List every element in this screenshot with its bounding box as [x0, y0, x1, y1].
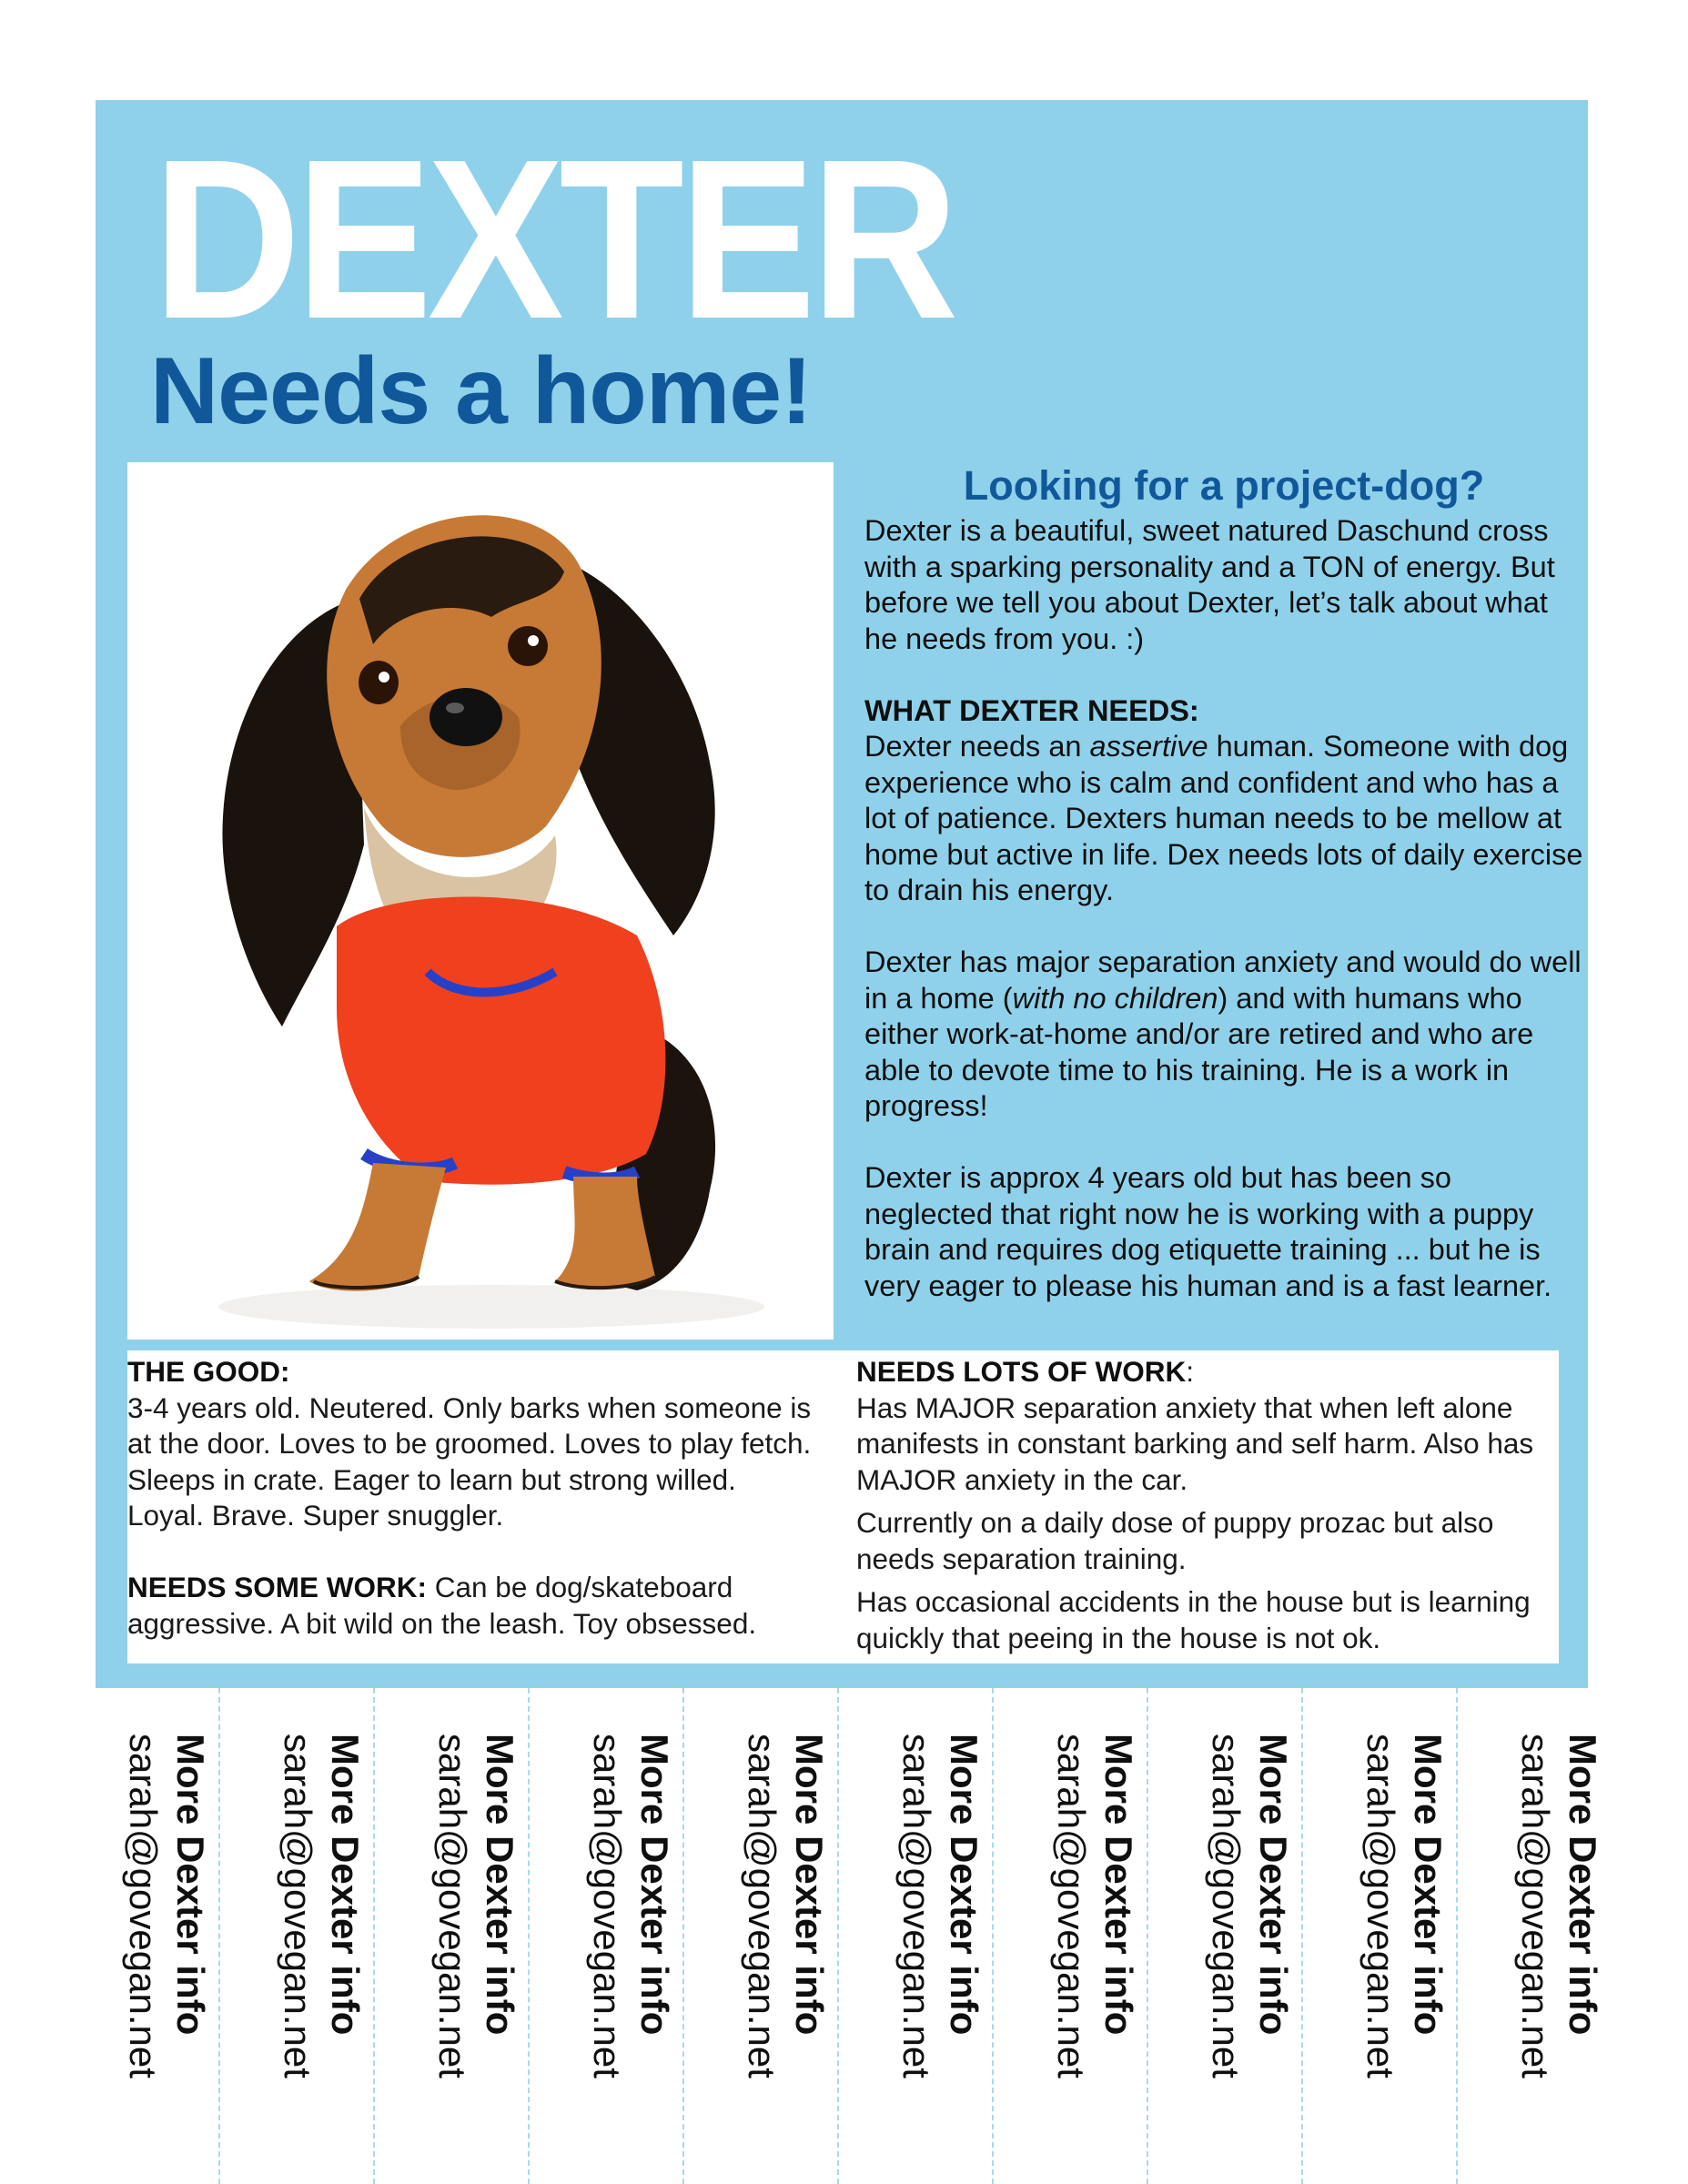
dachshund-illustration	[127, 462, 834, 1340]
anxiety-text-a: Dexter has major separation anxiety and would do well in a home (	[864, 945, 1582, 1015]
story-heading: Looking for a project-dog?	[963, 462, 1485, 509]
tab-email: sarah@govegan.net	[1050, 1734, 1093, 2078]
tear-off-tab[interactable]	[1456, 1688, 1611, 2184]
tear-off-tab[interactable]	[1147, 1688, 1301, 2184]
tab-email: sarah@govegan.net	[431, 1734, 474, 2078]
tab-title: More Dexter info	[169, 1734, 212, 2036]
tab-title: More Dexter info	[1097, 1734, 1140, 2036]
needs-paragraph	[864, 693, 1583, 909]
traits-right-column	[856, 1354, 1548, 1656]
tab-title: More Dexter info	[324, 1734, 367, 2036]
lots-work-item: Currently on a daily dose of puppy prozac but also needs separation training.	[856, 1506, 1494, 1575]
lots-work-heading	[856, 1354, 1548, 1390]
some-work-label: NEEDS SOME WORK:	[127, 1571, 428, 1603]
tab-title: More Dexter info	[943, 1734, 986, 2036]
tab-email: sarah@govegan.net	[1205, 1734, 1248, 2078]
lots-work-label: NEEDS LOTS OF WORK	[856, 1355, 1187, 1388]
lots-work-item: Has occasional accidents in the house but is learning quickly that peeing in the house is not ok.	[856, 1585, 1531, 1654]
tab-title: More Dexter info	[479, 1734, 521, 2036]
anxiety-text-b: ) and with humans who either work-at-home and/or are retired and who are able to devote time to his training. He is a work in progress!	[864, 981, 1534, 1122]
dog-name-title: DEXTER	[153, 112, 955, 366]
some-work-text: Can be dog/skateboard aggressive. A bit wild on the leash. Toy obsessed.	[127, 1571, 757, 1640]
age-paragraph: Dexter is approx 4 years old but has been so neglected that right now he is working with a puppy brain and requires dog etiquette training ... but he is very eager to please his human and is a fast learner.	[864, 1161, 1552, 1302]
tear-off-tab[interactable]	[992, 1688, 1147, 2184]
tab-email: sarah@govegan.net	[1514, 1734, 1557, 2078]
dog-photo	[127, 462, 834, 1340]
tab-title: More Dexter info	[1562, 1734, 1604, 2036]
tear-off-tab[interactable]	[373, 1688, 528, 2184]
tab-title: More Dexter info	[1407, 1734, 1450, 2036]
traits-left-column	[127, 1354, 819, 1642]
needs-emphasis: assertive	[1089, 730, 1208, 763]
needs-label: WHAT DEXTER NEEDS:	[864, 693, 1199, 727]
anxiety-emphasis: with no children	[1012, 981, 1218, 1015]
tab-email: sarah@govegan.net	[586, 1734, 629, 2078]
tear-off-tab[interactable]	[218, 1688, 373, 2184]
good-text: 3-4 years old. Neutered. Only barks when someone is at the door. Loves to be groomed. Loves to play fetch. Sleeps in crate. Eager to learn but strong willed. Loyal. Brave. Super snuggler.	[127, 1390, 812, 1532]
tab-email: sarah@govegan.net	[277, 1734, 319, 2078]
tab-title: More Dexter info	[788, 1734, 831, 2036]
lots-work-colon: :	[1186, 1355, 1195, 1388]
needs-text-a: Dexter needs an	[864, 730, 1090, 763]
anxiety-paragraph	[864, 945, 1583, 1125]
lots-work-item: Has MAJOR separation anxiety that when left alone manifests in constant barking and self harm. Also has MAJOR anxiety in the car.	[856, 1390, 1534, 1496]
tagline: Needs a home!	[150, 339, 812, 444]
tab-title: More Dexter info	[1252, 1734, 1295, 2036]
good-label: THE GOOD:	[127, 1355, 290, 1388]
tab-email: sarah@govegan.net	[122, 1734, 165, 2078]
tab-email: sarah@govegan.net	[741, 1734, 783, 2078]
tab-email: sarah@govegan.net	[895, 1734, 938, 2078]
intro-paragraph: Dexter is a beautiful, sweet natured Daschund cross with a sparking personality and a TON of energy. But before we tell you about Dexter, let’s talk about what he needs from you. :)	[864, 514, 1555, 655]
tear-off-tab[interactable]	[64, 1688, 218, 2184]
tear-off-tab[interactable]	[837, 1688, 992, 2184]
traits-box	[127, 1350, 1559, 1663]
tear-off-tab[interactable]	[682, 1688, 837, 2184]
some-work-paragraph	[127, 1570, 819, 1642]
tear-off-tabs	[64, 1688, 1624, 2184]
story-column	[864, 460, 1583, 1340]
tab-title: More Dexter info	[633, 1734, 676, 2036]
tear-off-tab[interactable]	[1301, 1688, 1456, 2184]
tab-email: sarah@govegan.net	[1359, 1734, 1402, 2078]
needs-text-b: human. Someone with dog experience who is calm and confident and who has a lot of patience. Dexters human needs to be mellow at home but active in life. Dex needs lots of daily exercise to drain his energy.	[864, 730, 1583, 906]
tear-off-tab[interactable]	[528, 1688, 682, 2184]
